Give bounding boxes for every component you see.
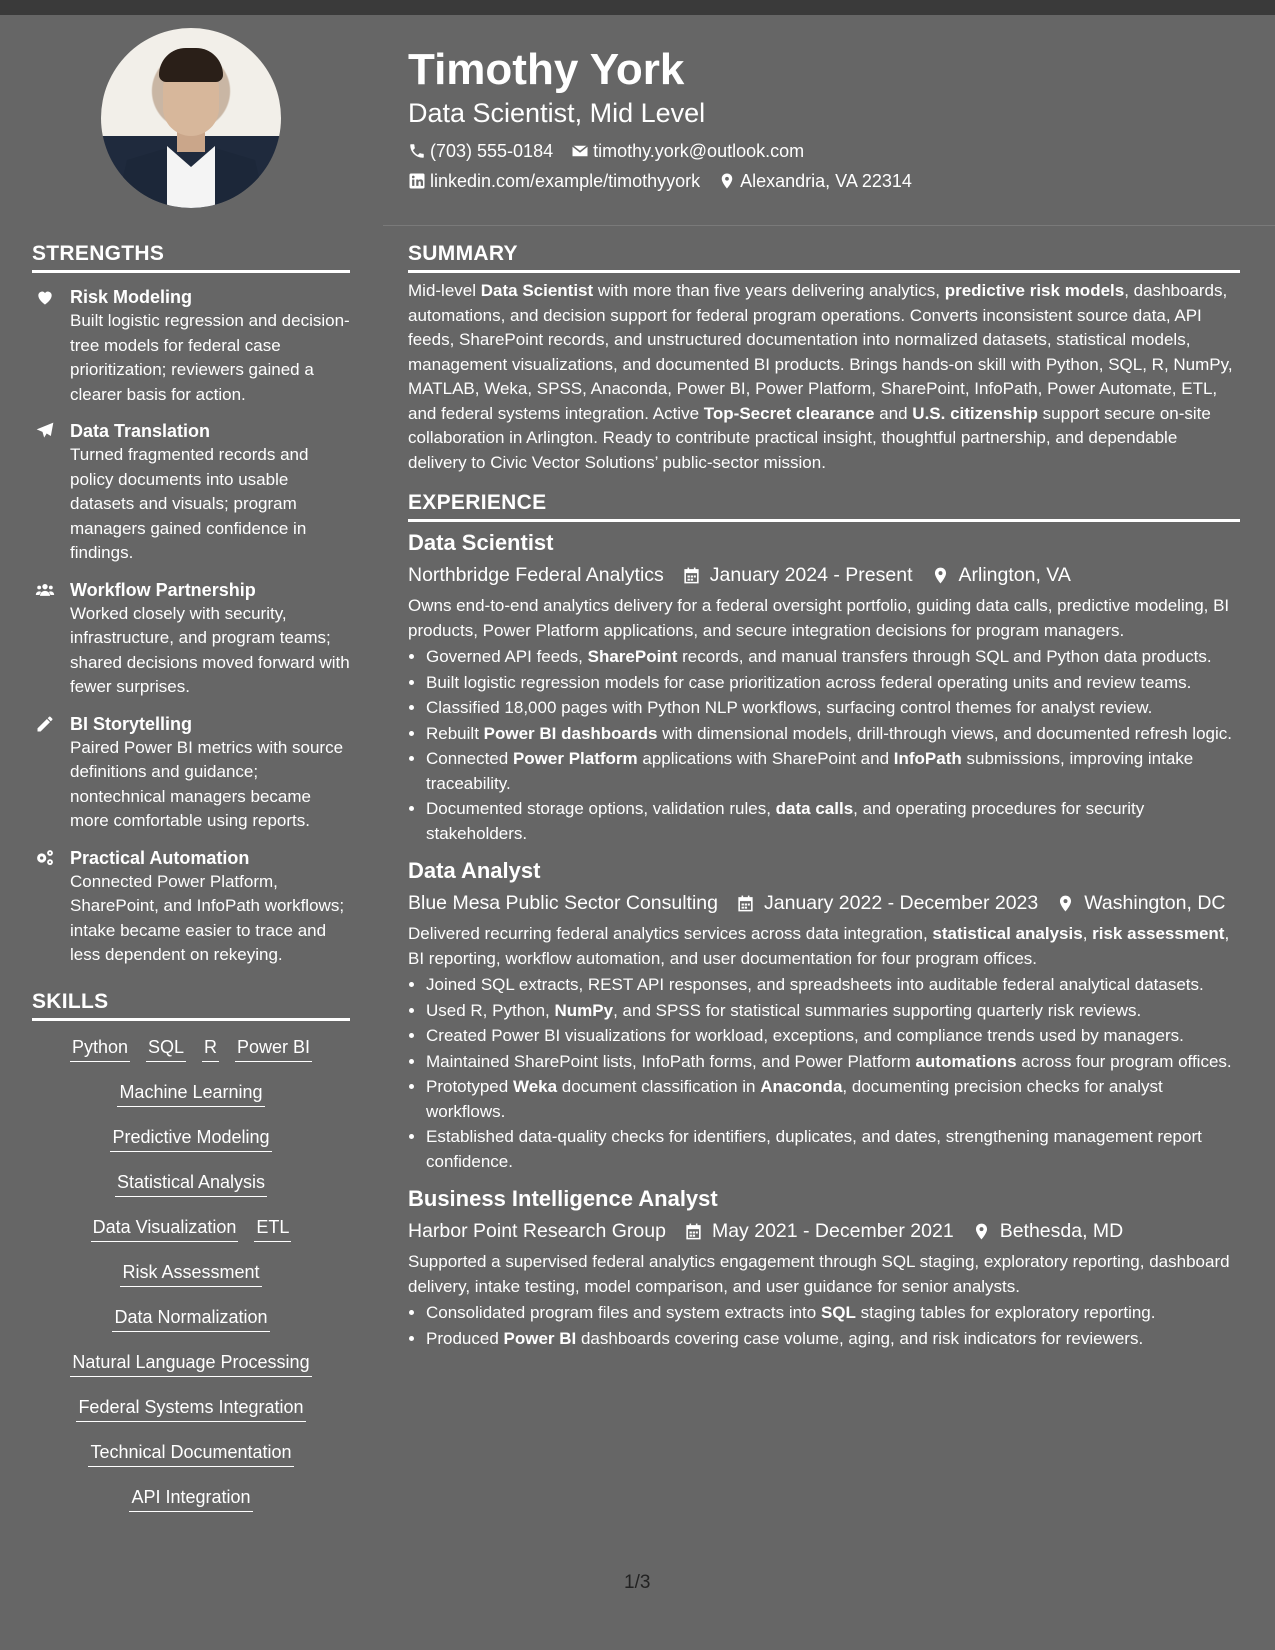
strength-title: Data Translation	[70, 421, 211, 441]
job-company: Blue Mesa Public Sector Consulting	[408, 892, 718, 914]
skill-tag: R	[202, 1035, 219, 1062]
bullet-item	[426, 747, 1240, 796]
job-entry	[408, 1184, 1240, 1351]
skill-row	[32, 1215, 350, 1260]
summary-text	[408, 279, 1240, 475]
bold-text: SharePoint	[587, 647, 678, 666]
profile-photo	[101, 28, 281, 208]
bullet-item	[426, 1125, 1240, 1174]
text-segment: applications with SharePoint and	[637, 749, 894, 768]
text-segment: Delivered recurring federal analytics services across data integration,	[408, 924, 933, 943]
job-company: Harbor Point Research Group	[408, 1220, 666, 1242]
text-segment: staging tables for exploratory reporting.	[855, 1303, 1156, 1322]
text-segment: with more than five years delivering analytics,	[593, 281, 945, 300]
bold-text: Data Scientist	[480, 281, 594, 300]
bullet-item	[426, 1301, 1240, 1326]
strength-item	[32, 419, 350, 566]
skill-tag: SQL	[146, 1035, 186, 1062]
job-location	[931, 560, 1071, 590]
skill-row	[32, 1350, 350, 1395]
gears-icon	[34, 848, 56, 868]
paper-plane-icon	[34, 421, 56, 441]
job-bullets	[408, 973, 1240, 1174]
map-pin-icon	[972, 1222, 991, 1241]
job-dates-text: January 2022 - December 2023	[764, 892, 1039, 914]
left-column	[32, 242, 350, 1530]
text-segment: Built logistic regression models for case prioritization across federal operating units and review teams.	[426, 672, 1192, 692]
job-entry	[408, 528, 1240, 846]
text-segment: Joined SQL extracts, REST API responses, and spreadsheets into auditable federal analytical datasets.	[426, 975, 1204, 994]
job-entry	[408, 856, 1240, 1174]
skill-tag: Federal Systems Integration	[76, 1395, 305, 1422]
skill-tag: Risk Assessment	[120, 1260, 261, 1287]
bold-text: Power BI dashboards	[483, 723, 658, 743]
text-segment: , dashboards, automations, and decision support for federal program operations. Converts inconsistent source data, API feeds, SharePoint records, and unstructured documentation into normalized datasets, statistical models, management visualizations, and documented BI products. Brings hands-on skill with Python, SQL, R, NumPy, MATLAB, Weka, SPSS, Anaconda, Power BI, Power Platform, SharePoint, InfoPath, Power Automate, ETL, and federal systems integration. Active	[408, 281, 1233, 423]
job-description	[408, 1250, 1240, 1299]
text-segment: , and operating procedures for security stakeholders.	[426, 799, 1145, 843]
strength-description: Turned fragmented records and policy documents into usable datasets and visuals; program managers gained confidence in findings.	[70, 445, 309, 562]
skills-section	[32, 990, 350, 1530]
text-segment: dashboards covering case volume, aging, and risk indicators for reviewers.	[576, 1328, 1144, 1348]
strength-description: Built logistic regression and decision-tree models for federal case prioritization; reviewers gained a clearer basis for action.	[70, 311, 350, 404]
strength-item	[32, 846, 350, 968]
bullet-item	[426, 671, 1240, 696]
skill-row	[32, 1035, 350, 1080]
text-segment: Consolidated program files and system extracts into	[426, 1303, 821, 1322]
bold-text: Power BI	[503, 1328, 577, 1348]
bullet-item	[426, 645, 1240, 670]
bullet-item	[426, 1024, 1240, 1049]
job-bullets	[408, 1301, 1240, 1351]
header-divider	[383, 225, 1275, 226]
right-column	[408, 242, 1240, 1352]
strength-item	[32, 712, 350, 834]
candidate-name: Timothy York	[408, 45, 685, 94]
strength-description: Paired Power BI metrics with source definitions and guidance; nontechnical managers became more comfortable using reports.	[70, 737, 344, 830]
bullet-item	[426, 1075, 1240, 1124]
text-segment: ,	[1082, 924, 1093, 943]
map-pin-icon	[1056, 894, 1075, 913]
text-segment: document classification in	[557, 1077, 761, 1096]
job-dates	[682, 560, 913, 590]
skill-tag: Technical Documentation	[88, 1440, 293, 1467]
bullet-item	[426, 999, 1240, 1024]
text-segment: records, and manual transfers through SQL and Python data products.	[677, 647, 1212, 666]
bullet-item	[426, 973, 1240, 998]
skill-tag: Data Normalization	[112, 1305, 269, 1332]
text-segment: , documenting precision checks for analyst workflows.	[426, 1077, 1163, 1121]
bold-text: automations	[915, 1051, 1017, 1071]
bullet-item	[426, 1050, 1240, 1075]
calendar-icon	[684, 1222, 703, 1241]
job-meta	[408, 1216, 1240, 1246]
strengths-heading: STRENGTHS	[32, 242, 350, 273]
text-segment: Supported a supervised federal analytics engagement through SQL staging, exploratory reporting, dashboard delivery, intake testing, model comparison, and user guidance for senior analysts.	[408, 1252, 1230, 1296]
text-segment: Connected	[426, 749, 513, 768]
map-pin-icon	[931, 566, 950, 585]
skill-tag: Data Visualization	[91, 1215, 239, 1242]
text-segment: Created Power BI visualizations for workload, exceptions, and compliance trends used by managers.	[426, 1026, 1184, 1045]
job-dates-text: January 2024 - Present	[709, 564, 913, 586]
skill-row	[32, 1125, 350, 1170]
bold-text: Top-Secret clearance	[703, 403, 875, 423]
strength-title: Risk Modeling	[70, 287, 193, 307]
text-segment: Established data-quality checks for identifiers, duplicates, and dates, strengthening management report confidence.	[426, 1127, 1202, 1171]
bold-text: data calls	[775, 799, 854, 818]
text-segment: and	[874, 403, 913, 423]
contact-row-1	[408, 136, 1248, 166]
job-location-text: Arlington, VA	[958, 564, 1071, 586]
jobs-list	[408, 528, 1240, 1351]
skill-row	[32, 1440, 350, 1485]
contact-row-2	[408, 166, 1248, 196]
strength-description: Worked closely with security, infrastructure, and program teams; shared decisions moved forward with fewer surprises.	[70, 603, 350, 696]
summary-heading: SUMMARY	[408, 242, 1240, 273]
job-location-text: Washington, DC	[1084, 892, 1226, 914]
text-segment: Governed API feeds,	[426, 647, 588, 666]
text-segment: , and SPSS for statistical summaries supporting quarterly risk reviews.	[613, 1000, 1142, 1020]
skill-tag: Machine Learning	[117, 1080, 264, 1107]
strength-title: BI Storytelling	[70, 713, 193, 734]
bold-text: Power Platform	[512, 749, 638, 768]
text-segment: Rebuilt	[426, 723, 484, 743]
location-contact	[718, 166, 912, 196]
skill-row	[32, 1395, 350, 1440]
email-text: timothy.york@outlook.com	[593, 141, 805, 161]
bold-text: Weka	[512, 1077, 558, 1096]
skill-tag: Power BI	[235, 1035, 312, 1062]
text-segment: Owns end-to-end analytics delivery for a federal oversight portfolio, guiding data calls, predictive modeling, BI products, Power Platform applications, and secure integration decisions for program managers.	[408, 596, 1230, 640]
location-text: Alexandria, VA 22314	[740, 171, 912, 191]
bold-text: U.S. citizenship	[912, 403, 1038, 423]
calendar-icon	[682, 566, 701, 585]
bold-text: statistical analysis	[932, 924, 1083, 943]
job-description	[408, 922, 1240, 971]
summary-section	[408, 242, 1240, 475]
strengths-list	[32, 285, 350, 968]
job-description	[408, 594, 1240, 643]
bullet-item	[426, 797, 1240, 846]
users-icon	[34, 580, 56, 600]
job-dates	[736, 888, 1038, 918]
bold-text: SQL	[820, 1303, 856, 1322]
strength-title: Practical Automation	[70, 847, 250, 868]
header	[408, 44, 1248, 196]
phone-icon	[408, 142, 426, 160]
job-bullets	[408, 645, 1240, 846]
text-segment: with dimensional models, drill-through views, and documented refresh logic.	[657, 723, 1232, 743]
job-dates-text: May 2021 - December 2021	[711, 1220, 954, 1242]
text-segment: support secure on-site collaboration in Arlington. Ready to contribute practical insight, thoughtful partnership, and dependable delivery to Civic Vector Solutions’ public-sector mission.	[408, 403, 1211, 472]
strength-title: Workflow Partnership	[70, 579, 256, 600]
job-title: Data Analyst	[408, 858, 541, 883]
bold-text: risk assessment	[1092, 924, 1225, 943]
job-company: Northbridge Federal Analytics	[408, 564, 664, 586]
skill-row	[32, 1170, 350, 1215]
text-segment: Produced	[426, 1328, 504, 1348]
job-meta	[408, 560, 1240, 590]
experience-section	[408, 491, 1240, 1351]
linkedin-text: linkedin.com/example/timothyyork	[430, 171, 701, 191]
text-segment: submissions, improving intake traceability.	[426, 749, 1194, 793]
job-location	[972, 1216, 1124, 1246]
job-location-text: Bethesda, MD	[999, 1220, 1124, 1242]
text-segment: Maintained SharePoint lists, InfoPath forms, and Power Platform	[426, 1051, 916, 1071]
strength-item	[32, 285, 350, 407]
skill-tag: API Integration	[129, 1485, 252, 1512]
linkedin-icon	[408, 172, 426, 190]
text-segment: Documented storage options, validation rules,	[426, 799, 776, 818]
job-dates	[684, 1216, 954, 1246]
skill-row	[32, 1485, 350, 1530]
bold-text: NumPy	[554, 1000, 614, 1020]
skill-tag: Predictive Modeling	[110, 1125, 271, 1152]
heart-icon	[34, 287, 56, 307]
skill-tag: Statistical Analysis	[115, 1170, 267, 1197]
pencil-icon	[34, 714, 56, 734]
skill-row	[32, 1080, 350, 1125]
job-title: Business Intelligence Analyst	[408, 1186, 718, 1211]
email-contact[interactable]	[571, 136, 804, 166]
linkedin-contact[interactable]	[408, 166, 700, 196]
skills-heading: SKILLS	[32, 990, 350, 1021]
skill-tag: Natural Language Processing	[70, 1350, 311, 1377]
job-meta	[408, 888, 1240, 918]
strengths-section	[32, 242, 350, 968]
skill-row	[32, 1305, 350, 1350]
skill-row	[32, 1260, 350, 1305]
job-location	[1056, 888, 1225, 918]
top-bar	[0, 0, 1275, 15]
bold-text: Anaconda	[760, 1077, 843, 1096]
text-segment: Prototyped	[426, 1077, 513, 1096]
bullet-item	[426, 722, 1240, 747]
strength-description: Connected Power Platform, SharePoint, and InfoPath workflows; intake became easier to trace and less dependent on rekeying.	[70, 871, 345, 964]
text-segment: Classified 18,000 pages with Python NLP workflows, surfacing control themes for analyst review.	[426, 698, 1153, 717]
envelope-icon	[571, 142, 589, 160]
phone-text: (703) 555-0184	[430, 141, 554, 161]
phone-contact[interactable]	[408, 136, 553, 166]
skills-list	[32, 1035, 350, 1530]
bold-text: predictive risk models	[944, 281, 1125, 300]
calendar-icon	[736, 894, 755, 913]
text-segment: across four program offices.	[1016, 1051, 1232, 1071]
text-segment: Mid-level	[408, 281, 481, 300]
skill-tag: Python	[70, 1035, 130, 1062]
bold-text: InfoPath	[893, 749, 962, 768]
bullet-item	[426, 1327, 1240, 1352]
page-indicator: 1/3	[624, 1572, 651, 1593]
text-segment: Used R, Python,	[426, 1000, 555, 1020]
candidate-title: Data Scientist, Mid Level	[408, 98, 706, 128]
experience-heading: EXPERIENCE	[408, 491, 1240, 522]
map-pin-icon	[718, 172, 736, 190]
bullet-item	[426, 696, 1240, 721]
skill-tag: ETL	[254, 1215, 291, 1242]
strength-item	[32, 578, 350, 700]
text-segment: , BI reporting, workflow automation, and user documentation for four program offices.	[408, 924, 1230, 968]
job-title: Data Scientist	[408, 530, 554, 555]
